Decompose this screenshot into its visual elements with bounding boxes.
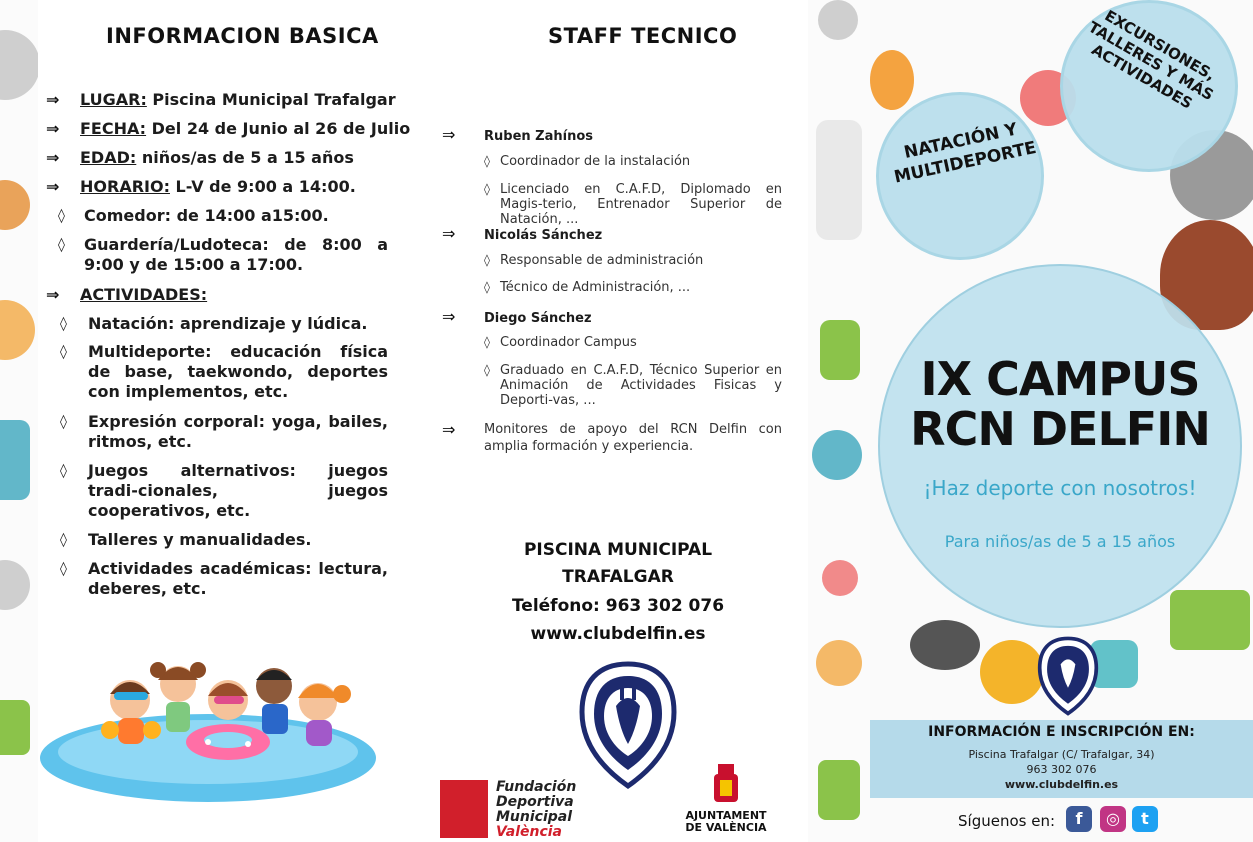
decorative-strip-left — [0, 0, 38, 842]
twitter-icon[interactable]: t — [1132, 806, 1158, 832]
puck-decoration — [910, 620, 980, 670]
excursiones-text: EXCURSIONES, TALLERES Y MÁS ACTIVIDADES — [1085, 6, 1219, 113]
facebook-icon[interactable]: f — [1066, 806, 1092, 832]
diamond-icon: ◊ — [484, 280, 490, 294]
arrow-icon: ⇒ — [442, 420, 456, 439]
staff-member-name: ⇒ Diego Sánchez — [442, 307, 592, 326]
follow-us-label: Síguenos en: — [958, 812, 1056, 830]
activity-item: ◊ Actividades académicas: lectura, deberes, etc. — [60, 559, 388, 598]
campus-target-age: Para niños/as de 5 a 15 años — [944, 532, 1176, 551]
fundacion-deportiva-logo: Fundación Deportiva Municipal València — [440, 778, 580, 840]
activity-item: ◊ Natación: aprendizaje y lúdica. — [60, 314, 368, 333]
diamond-icon: ◊ — [60, 344, 67, 360]
staff-role: ◊ Coordinador de la instalación — [484, 154, 691, 169]
horario-sub-item: ◊ Comedor: de 14:00 a15:00. — [58, 206, 329, 225]
staff-role: ◊ Coordinador Campus — [484, 335, 637, 350]
staff-role: ◊ Técnico de Administración, ... — [484, 280, 691, 295]
info-horario — [46, 177, 426, 197]
diamond-icon: ◊ — [58, 237, 65, 253]
info-actividades — [46, 285, 426, 305]
ball-decoration — [980, 640, 1044, 704]
campus-slogan: ¡Haz deporte con nosotros! — [923, 476, 1197, 500]
staff-role: ◊ Licenciado en C.A.F.D, Diplomado en Magis-terio, Entrenador Superior de Natación, ... — [484, 182, 782, 227]
activity-item: ◊ Multideporte: educación física de base, taekwondo, deportes con implementos, etc. — [60, 342, 388, 401]
info-fecha — [46, 119, 426, 139]
ticket-decoration — [1170, 590, 1250, 650]
diamond-icon: ◊ — [484, 154, 490, 168]
diamond-icon: ◊ — [60, 561, 67, 577]
basic-info-title: INFORMACION BASICA — [106, 24, 379, 48]
natacion-text: NATACIÓN Y MULTIDEPORTE — [892, 119, 1039, 188]
ball-decoration — [870, 50, 914, 110]
arrow-icon: ⇒ — [46, 177, 60, 196]
diamond-icon: ◊ — [58, 208, 65, 224]
arrow-icon: ⇒ — [442, 307, 456, 326]
contact-venue-line1: PISCINA MUNICIPAL — [523, 540, 713, 560]
arrow-icon: ⇒ — [442, 125, 456, 144]
diamond-icon: ◊ — [484, 363, 490, 377]
staff-title: STAFF TECNICO — [548, 24, 738, 48]
horario-value: L-V de 9:00 a 14:00. — [169, 177, 356, 196]
diamond-icon: ◊ — [60, 463, 67, 479]
diamond-icon: ◊ — [484, 253, 490, 267]
actividades-label: ACTIVIDADES: — [80, 285, 208, 304]
fecha-value: Del 24 de Junio al 26 de Julio — [146, 119, 411, 138]
arrow-icon: ⇒ — [46, 285, 60, 304]
contact-venue-line2: TRAFALGAR — [562, 567, 674, 587]
diamond-icon: ◊ — [484, 182, 490, 196]
arrow-icon: ⇒ — [46, 90, 60, 109]
club-delfin-logo-small — [1036, 636, 1100, 716]
info-address: Piscina Trafalgar (C/ Trafalgar, 34) — [968, 748, 1155, 761]
staff-member-name: ⇒ Ruben Zahínos — [442, 125, 594, 144]
diamond-icon: ◊ — [484, 335, 490, 349]
edad-value: niños/as de 5 a 15 años — [136, 148, 354, 167]
horario-label: HORARIO: — [80, 177, 170, 196]
diamond-icon: ◊ — [60, 316, 67, 332]
info-phone: 963 302 076 — [1026, 763, 1097, 776]
decorative-strip-middle — [808, 0, 870, 842]
info-edad — [46, 148, 426, 168]
staff-extra-note: ⇒ Monitores de apoyo del RCN Delfin con amplia formación y experiencia. — [442, 420, 782, 454]
activity-item: ◊ Juegos alternativos: juegos tradi-cionales, juegos cooperativos, etc. — [60, 461, 388, 520]
info-website[interactable]: www.clubdelfin.es — [1004, 778, 1119, 791]
kids-pool-illustration — [38, 650, 383, 810]
info-title: INFORMACIÓN E INSCRIPCIÓN EN: — [928, 724, 1195, 740]
cover-panel — [870, 0, 1253, 842]
club-delfin-logo — [578, 660, 678, 790]
diamond-icon: ◊ — [60, 532, 67, 548]
instagram-icon[interactable]: ◎ — [1100, 806, 1126, 832]
activity-item: ◊ Expresión corporal: yoga, bailes, ritmos, etc. — [60, 412, 388, 451]
fecha-label: FECHA: — [80, 119, 147, 138]
contact-website[interactable]: www.clubdelfin.es — [530, 624, 706, 644]
lugar-label: LUGAR: — [80, 90, 147, 109]
lugar-value: Piscina Municipal Trafalgar — [146, 90, 396, 109]
staff-panel — [428, 0, 808, 842]
arrow-icon: ⇒ — [46, 119, 60, 138]
staff-role: ◊ Graduado en C.A.F.D, Técnico Superior en Animación de Actividades Fisicas y Deporti-vas, ... — [484, 363, 782, 408]
arrow-icon: ⇒ — [46, 148, 60, 167]
arrow-icon: ⇒ — [442, 224, 456, 243]
info-lugar — [46, 90, 426, 110]
diamond-icon: ◊ — [60, 414, 67, 430]
horario-sub-item: ◊ Guardería/Ludoteca: de 8:00 a 9:00 y de 15:00 a 17:00. — [58, 235, 388, 274]
basic-info-panel — [38, 0, 428, 842]
fdm-mark-icon — [440, 780, 488, 838]
activity-item: ◊ Talleres y manualidades. — [60, 530, 312, 549]
staff-member-name: ⇒ Nicolás Sánchez — [442, 224, 603, 243]
ajuntament-valencia-logo: AJUNTAMENT DE VALÈNCIA — [676, 760, 776, 842]
staff-role: ◊ Responsable de administración — [484, 253, 704, 268]
ajuntament-crest-icon — [706, 760, 746, 806]
edad-label: EDAD: — [80, 148, 137, 167]
contact-phone: Teléfono: 963 302 076 — [511, 596, 725, 616]
campus-title: IX CAMPUS RCN DELFIN — [910, 352, 1210, 456]
